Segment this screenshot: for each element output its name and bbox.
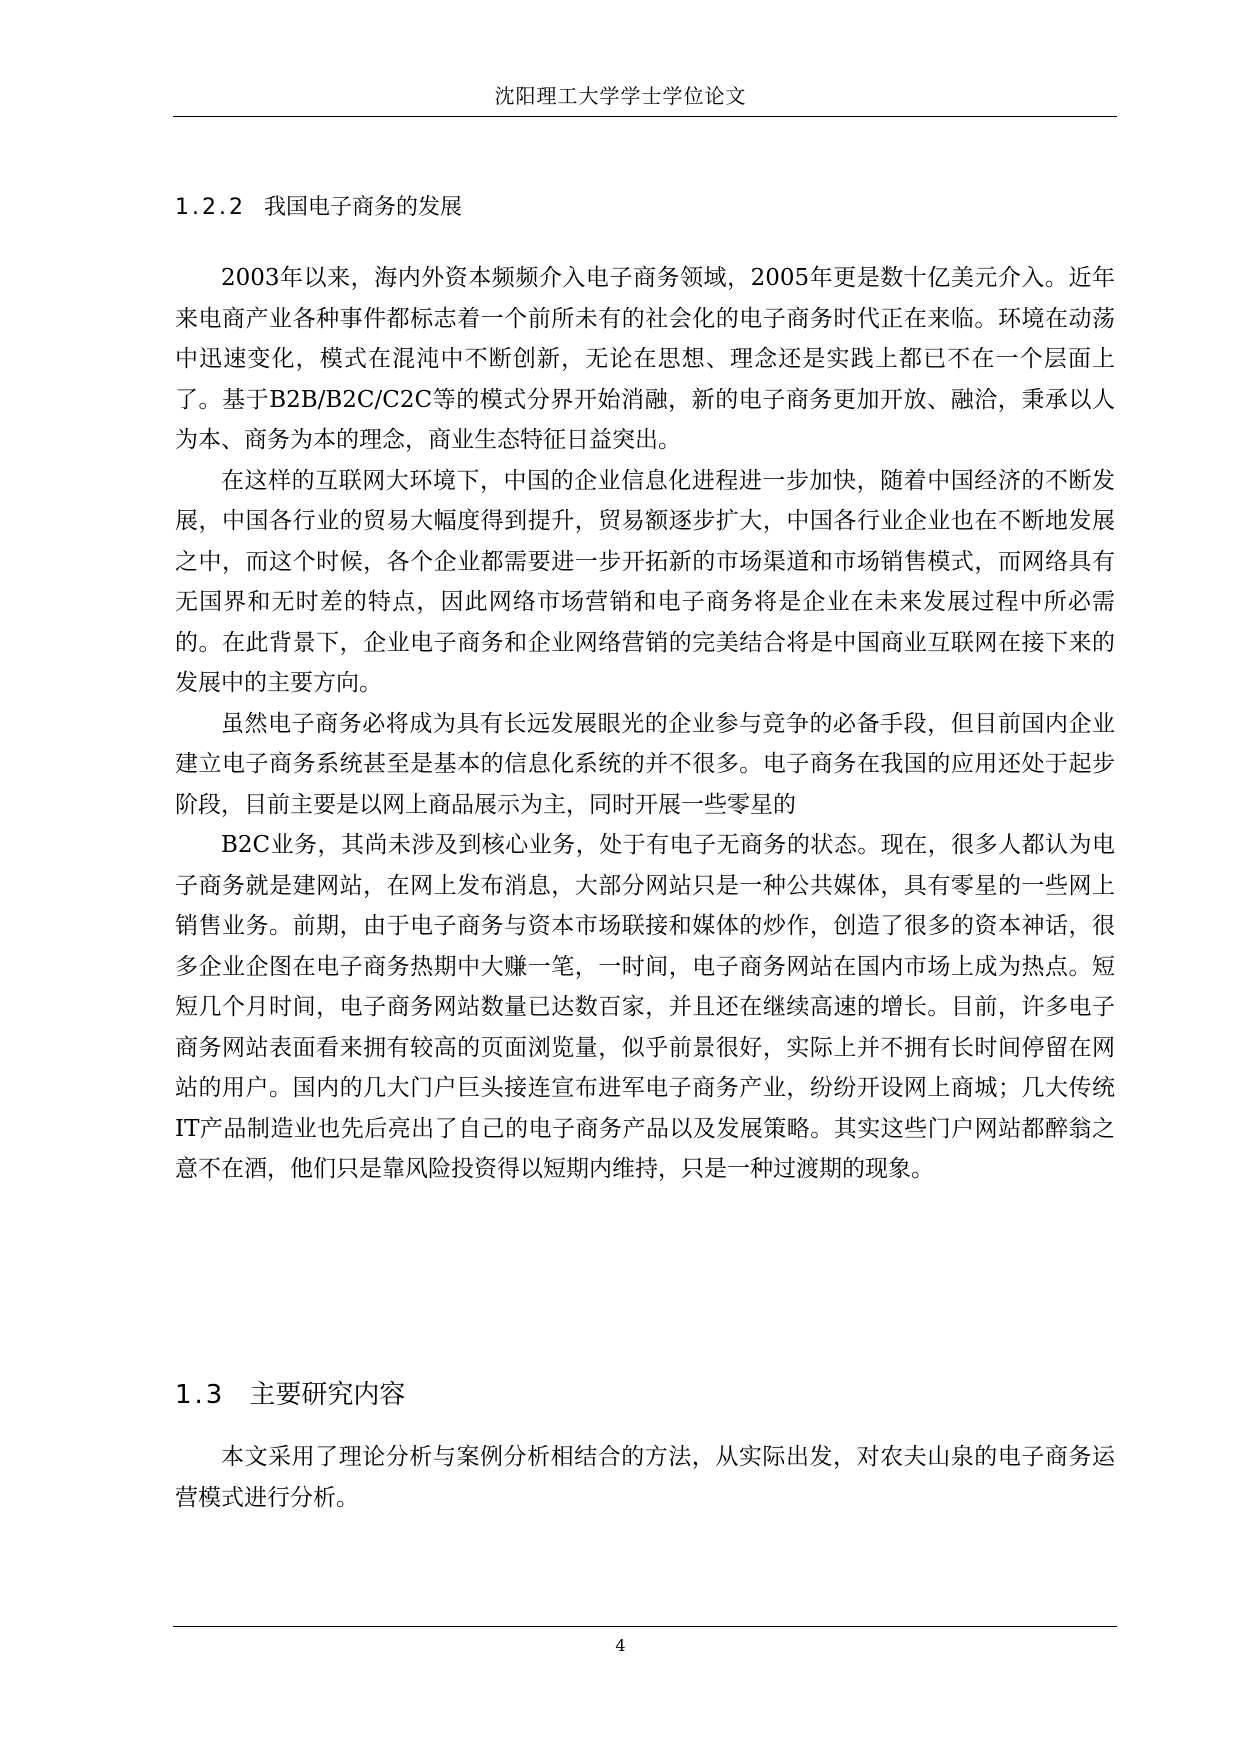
- body-paragraph: 本文采用了理论分析与案例分析相结合的方法，从实际出发，对农夫山泉的电子商务运营模式进行分析。: [175, 1444, 1115, 1511]
- section-heading-1-3: [175, 1377, 405, 1413]
- section-number: 1.3: [175, 1380, 226, 1410]
- body-paragraph: 虽然电子商务必将成为具有长远发展眼光的企业参与竞争的必备手段，但目前国内企业建立电子商务系统甚至是基本的信息化系统的并不很多。电子商务在我国的应用还处于起步阶段，目前主要是以网上商品展示为主，同时开展一些零星的: [175, 710, 1115, 818]
- page-number: 4: [615, 1636, 626, 1655]
- section-number: 1.2.2: [175, 195, 246, 220]
- section-1-2-2-body: [175, 258, 1115, 1190]
- running-header-title: 沈阳理工大学学士学位论文: [494, 84, 747, 108]
- body-paragraph: B2C业务，其尚未涉及到核心业务，处于有电子无商务的状态。现在，很多人都认为电子商务就是建网站，在网上发布消息，大部分网站只是一种公共媒体，具有零星的一些网上销售业务。前期，由于电子商务与资本市场联接和媒体的炒作，创造了很多的资本神话，很多企业企图在电子商务热期中大赚一笔，一时间，电子商务网站在国内市场上成为热点。短短几个月时间，电子商务网站数量已达数百家，并且还在继续高速的增长。目前，许多电子商务网站表面看来拥有较高的页面浏览量，似乎前景很好，实际上并不拥有长时间停留在网站的用户。国内的几大门户巨头接连宣布进军电子商务产业，纷纷开设网上商城；几大传统IT产品制造业也先后亮出了自己的电子商务产品以及发展策略。其实这些门户网站都醉翁之意不在酒，他们只是靠风险投资得以短期内维持，只是一种过渡期的现象。: [175, 832, 1115, 1182]
- section-heading-1-2-2: [175, 193, 462, 223]
- footer-divider: [173, 1626, 1117, 1627]
- section-title: 我国电子商务的发展: [263, 195, 462, 220]
- header-divider: [173, 116, 1117, 117]
- section-title: 主要研究内容: [249, 1380, 406, 1410]
- body-paragraph: 2003年以来，海内外资本频频介入电子商务领域，2005年更是数十亿美元介入。近年来电商产业各种事件都标志着一个前所未有的社会化的电子商务时代正在来临。环境在动荡中迅速变化，模式在混沌中不断创新，无论在思想、理念还是实践上都已不在一个层面上了。基于B2B/B2C/C2C等的模式分界开始消融，新的电子商务更加开放、融洽，秉承以人为本、商务为本的理念，商业生态特征日益突出。: [175, 265, 1115, 453]
- body-paragraph: 在这样的互联网大环境下，中国的企业信息化进程进一步加快，随着中国经济的不断发展，中国各行业的贸易大幅度得到提升，贸易额逐步扩大，中国各行业企业也在不断地发展之中，而这个时候，各个企业都需要进一步开拓新的市场渠道和市场销售模式，而网络具有无国界和无时差的特点，因此网络市场营销和电子商务将是企业在未来发展过程中所必需的。在此背景下，企业电子商务和企业网络营销的完美结合将是中国商业互联网在接下来的发展中的主要方向。: [175, 467, 1115, 696]
- section-1-3-body: [175, 1437, 1115, 1518]
